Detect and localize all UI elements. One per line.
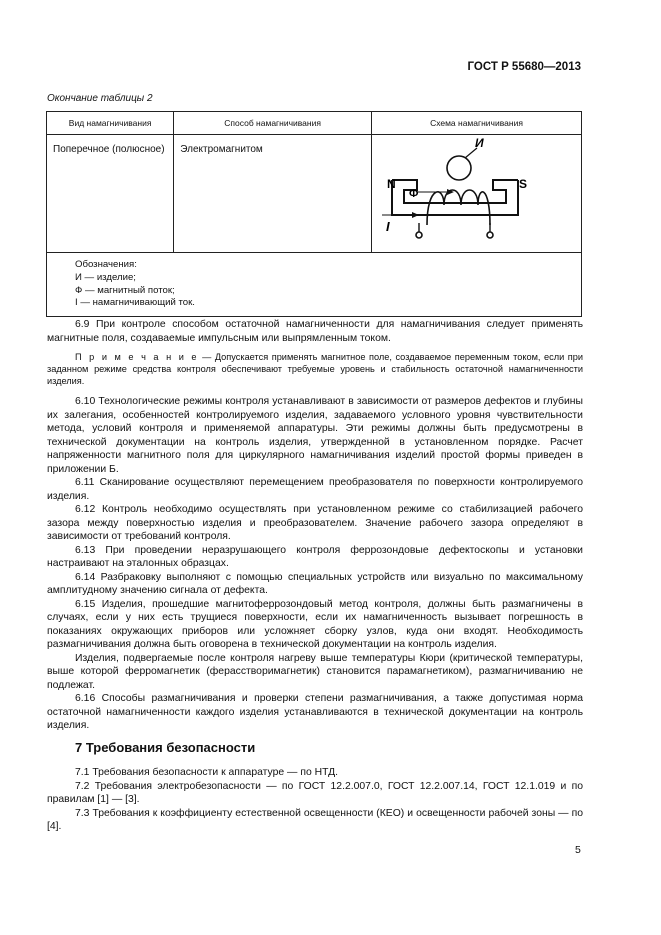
magnetization-method-cell: Электромагнитом: [174, 135, 372, 253]
paragraph-7-2: 7.2 Требования электробезопасности — по ГОСТ 12.2.007.0, ГОСТ 12.2.007.14, ГОСТ 12.1.019 и по правилам [1] — [3].: [47, 780, 583, 805]
section-7-text: [47, 766, 583, 834]
paragraph-6-12: 6.12 Контроль необходимо осуществлять при установленном режиме со стабилизацией рабочего зазора между поверхностью изделия и преобразователем. Значение рабочего зазора определяют в зависимости от требований контроля.: [47, 504, 583, 542]
north-pole-label: N: [386, 177, 396, 191]
paragraph-6-15: 6.15 Изделия, прошедшие магнитоферрозондовый метод контроля, должны быть размагничены в случаях, если у них есть трущиеся поверхности, если их намагниченность вызывает погрешность в показаниях окружающих приборов или усложняет сборку узлов, куда они входят. Необходимость размагничивания должна быть оговорена в технической документации на контроль изделия.: [47, 598, 583, 650]
note-item: I — намагничивающий ток.: [75, 297, 195, 309]
section-7-heading: 7 Требования безопасности: [75, 740, 256, 755]
document-id: ГОСТ Р 55680—2013: [467, 61, 581, 73]
terminal-right: [487, 232, 493, 238]
table-notes-row: [47, 253, 582, 317]
note-item: И — изделие;: [75, 271, 136, 283]
south-pole-label: S: [518, 177, 527, 191]
current-arrowhead: [412, 212, 419, 218]
note-label: П р и м е ч а н и е: [75, 352, 199, 362]
main-text: [47, 318, 583, 733]
column-header: Способ намагничивания: [174, 112, 372, 135]
current-label: I: [385, 219, 390, 234]
table-caption: Окончание таблицы 2: [47, 93, 153, 104]
notes-title: Обозначения:: [75, 259, 137, 270]
magnetization-type-cell: Поперечное (полюсное): [47, 135, 174, 253]
paragraph-6-13: 6.13 При проведении неразрушающего контроля феррозондовые дефектоскопы и установки настраивают на эталонных образцах.: [47, 544, 583, 569]
paragraph-6-10: 6.10 Технологические режимы контроля устанавливают в зависимости от размеров дефектов и глубины их залегания, особенностей контролируемого изделия, задаваемого условного уровня чувствительности метода, условий контроля и применяемой аппаратуры. Эти режимы должны быть предусмотрены в технической документации на контроль изделия, утвержденной в установленном порядке. Расчет напряженности магнитного поля для циркулярного намагничивания изделий простой формы приведен в приложении Б.: [47, 396, 583, 475]
terminal-left: [416, 232, 422, 238]
page-number: 5: [575, 844, 581, 856]
item-circle: [447, 156, 471, 180]
magnetizing-coil: [427, 190, 490, 225]
paragraph-7-3: 7.3 Требования к коэффициенту естественной освещенности (КЕО) и освещенности рабочей зоны — по [4].: [47, 807, 583, 832]
column-header: Вид намагничивания: [47, 112, 174, 135]
notes-cell: [47, 253, 582, 317]
paragraph-6-15-continued: Изделия, подвергаемые после контроля нагреву выше температуры Кюри (критической температуры, выше которой ферромагнетик (ферасстворимагнетик) становится парамагнетиком), размагничиванию не подлежат.: [47, 652, 583, 691]
item-label: И: [474, 136, 484, 150]
table-header-row: [47, 112, 582, 135]
paragraph-6-11: 6.11 Сканирование осуществляют перемещением преобразователя по поверхности контролируемого изделия.: [47, 477, 583, 502]
magnetization-table: [46, 111, 582, 317]
paragraph-7-1: 7.1 Требования безопасности к аппаратуре — по НТД.: [75, 767, 339, 778]
magnetization-scheme-cell: [371, 135, 581, 253]
paragraph-6-16: 6.16 Способы размагничивания и проверки степени размагничивания, а также допустимая норма остаточной намагниченности каждого изделия устанавливаются в технической документации на контроль изделия.: [47, 693, 583, 731]
note-text: — Допускается применять магнитное поле, создаваемое переменным током, если при заданном режиме средства контроля обеспечивают требуемые уровень и стабильность остаточной намагниченности изделия.: [47, 352, 583, 386]
electromagnet-scheme-diagram: [372, 135, 581, 243]
note-paragraph: [47, 351, 583, 387]
table-row: [47, 135, 582, 253]
paragraph-6-14: 6.14 Разбраковку выполняют с помощью специальных устройств или визуально по максимальному амплитудному значению сигнала от дефекта.: [47, 571, 583, 596]
flux-label: Ф: [408, 188, 419, 200]
column-header: Схема намагничивания: [371, 112, 581, 135]
note-item: Ф — магнитный поток;: [75, 284, 175, 296]
paragraph-6-9: 6.9 При контроле способом остаточной намагниченности для намагничивания следует применять магнитные поля, создаваемые импульсным или выпрямленным током.: [47, 319, 583, 344]
